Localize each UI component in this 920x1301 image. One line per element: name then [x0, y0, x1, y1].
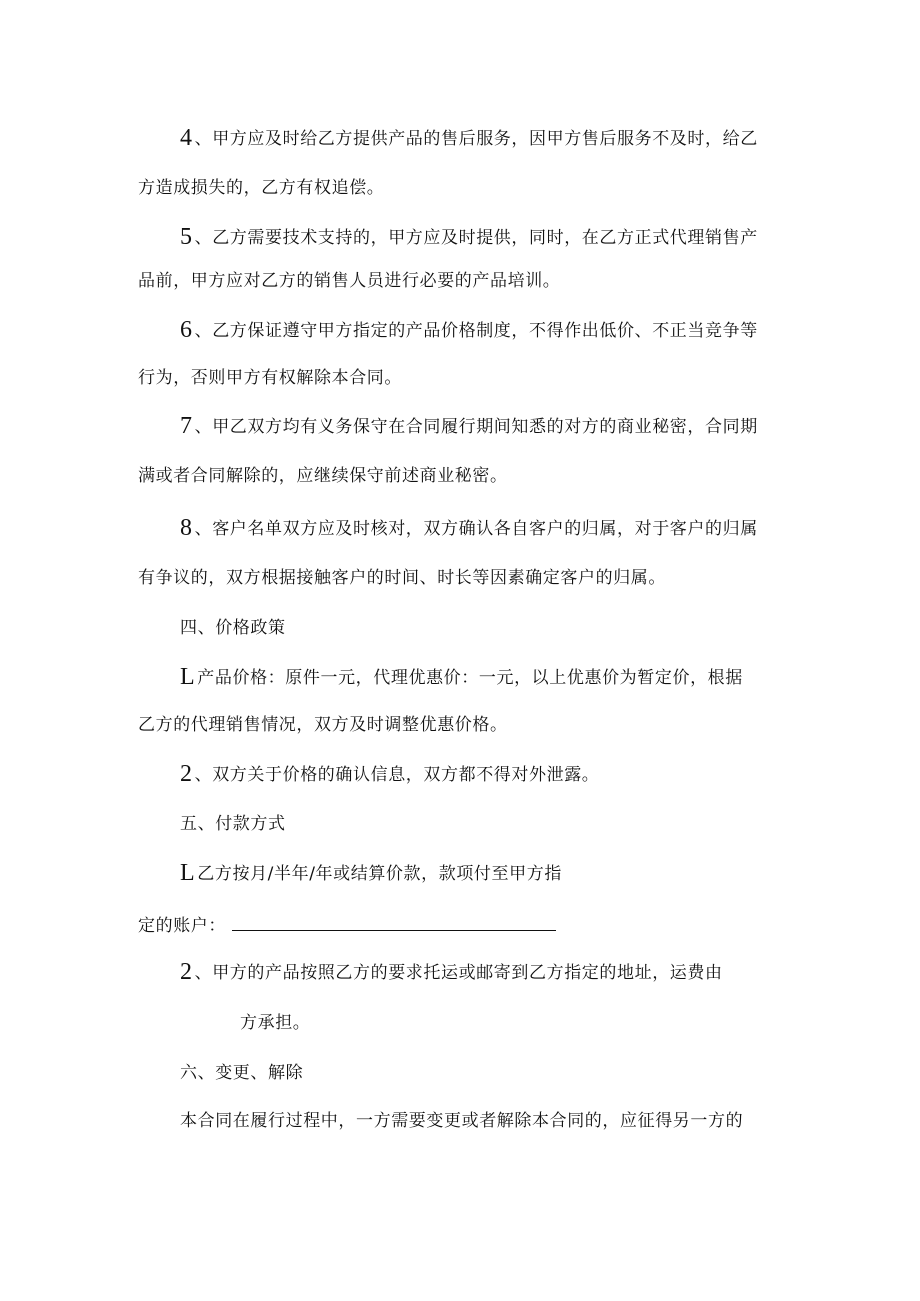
payment-clause-2-line-2 [240, 1012, 310, 1034]
clause-text: 乙方的代理销售情况，双方及时调整优惠价格。 [138, 715, 508, 735]
section-heading-change [180, 1062, 303, 1084]
change-paragraph-line-1 [180, 1110, 743, 1132]
clause-4-line-2 [138, 177, 384, 199]
clause-8-line-2 [138, 567, 666, 589]
clause-text: 、乙方保证遵守甲方指定的产品价格制度，不得作出低价、不正当竞争等 [194, 321, 758, 341]
clause-7-line-1 [180, 414, 758, 438]
clause-text: 产品价格：原件一元，代理优惠价：一元，以上优惠价为暂定价，根据 [197, 668, 743, 688]
clause-number: 8 [180, 515, 193, 541]
clause-text: 、甲乙双方均有义务保守在合同履行期间知悉的对方的商业秘密，合同期 [194, 417, 758, 437]
clause-text: 满或者合同解除的，应继续保守前述商业秘密。 [138, 466, 508, 486]
clause-text: 、客户名单双方应及时核对，双方确认各自客户的归属，对于客户的归属 [194, 519, 758, 539]
account-blank-line [232, 912, 556, 931]
clause-5-line-2 [138, 270, 560, 292]
clause-7-line-2 [138, 465, 508, 487]
section-title: 六、变更、解除 [180, 1063, 304, 1083]
payment-clause-2-line-1 [180, 960, 723, 984]
pricing-clause-2 [180, 762, 599, 786]
clause-number: 2 [180, 959, 193, 985]
clause-text: 方造成损失的，乙方有权追偿。 [138, 178, 385, 198]
clause-number: 6 [180, 317, 193, 343]
clause-text: 定的账户： [138, 916, 226, 936]
payment-clause-1-line-1 [180, 861, 562, 885]
clause-4-line-1 [180, 126, 758, 150]
pricing-clause-1-line-1 [180, 665, 743, 689]
pricing-clause-1-line-2 [138, 714, 508, 736]
clause-number: 7 [180, 413, 193, 439]
section-heading-pricing [180, 617, 286, 639]
clause-8-line-1 [180, 516, 758, 540]
clause-text: 行为，否则甲方有权解除本合同。 [138, 368, 402, 388]
clause-text: 品前，甲方应对乙方的销售人员进行必要的产品培训。 [138, 271, 561, 291]
clause-text: 有争议的，双方根据接触客户的时间、时长等因素确定客户的归属。 [138, 568, 666, 588]
section-heading-payment [180, 813, 286, 835]
clause-number: 2 [180, 761, 193, 787]
clause-text: 、甲方应及时给乙方提供产品的售后服务，因甲方售后服务不及时，给乙 [194, 129, 758, 149]
clause-text: 本合同在履行过程中，一方需要变更或者解除本合同的，应征得另一方的 [180, 1111, 744, 1131]
clause-5-line-1 [180, 225, 758, 249]
section-title: 四、价格政策 [180, 618, 286, 638]
clause-text: 、甲方的产品按照乙方的要求托运或邮寄到乙方指定的地址，运费由 [194, 963, 723, 983]
payment-clause-1-line-2 [138, 912, 556, 937]
section-title: 五、付款方式 [180, 814, 286, 834]
clause-number: 4 [180, 125, 193, 151]
clause-6-line-2 [138, 367, 402, 389]
clause-6-line-1 [180, 318, 758, 342]
clause-text: 、乙方需要技术支持的，甲方应及时提供，同时，在乙方正式代理销售产 [194, 228, 758, 248]
clause-number: L [180, 664, 196, 690]
clause-text: 方承担。 [240, 1013, 311, 1033]
clause-text: 乙方按月/半年/年或结算价款，款项付至甲方指 [197, 864, 562, 884]
clause-number: L [180, 860, 196, 886]
clause-number: 5 [180, 224, 193, 250]
clause-text: 、双方关于价格的确认信息，双方都不得对外泄露。 [194, 765, 600, 785]
